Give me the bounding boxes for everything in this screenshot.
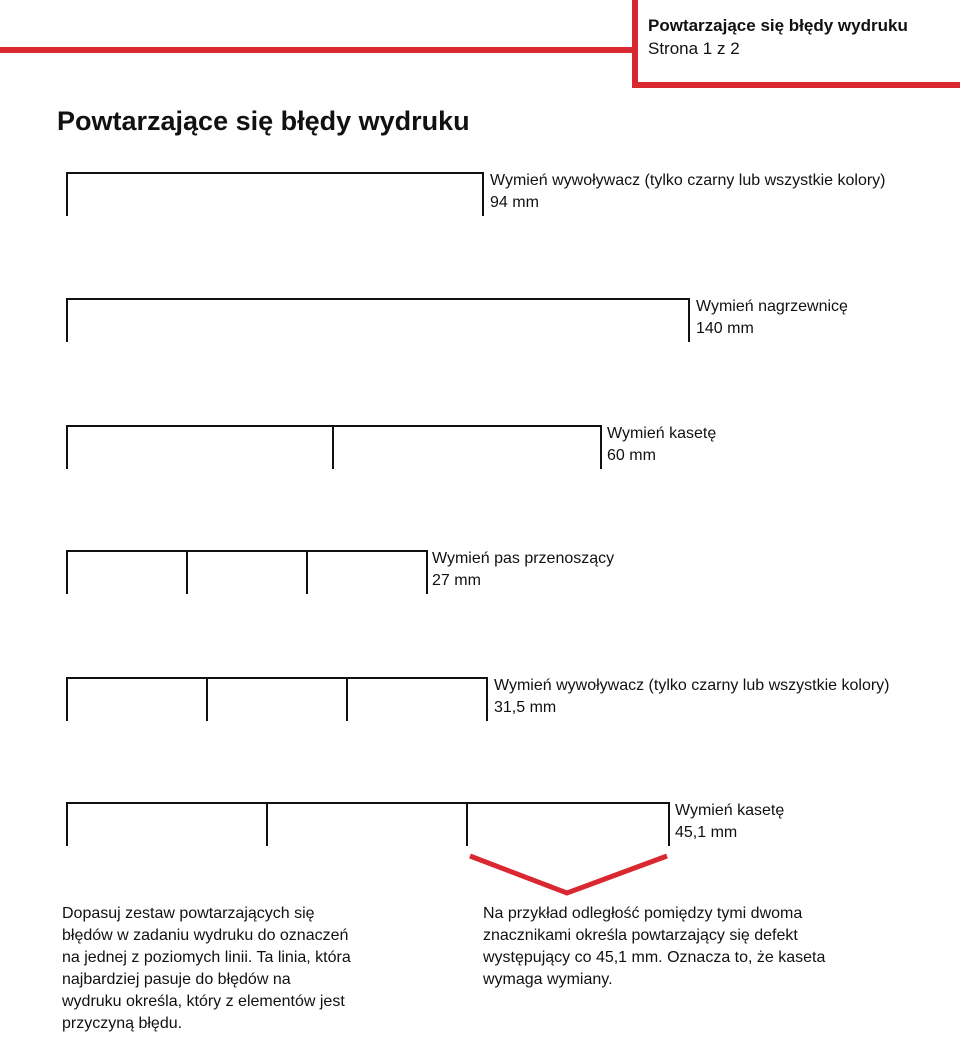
ruler-action: Wymień kasetę <box>607 425 717 442</box>
instructions-right: Na przykład odległość pomiędzy tymi dwoma znacznikami określa powtarzający się defekt występujący co 45,1 mm. Oznacza to, że kaseta wymaga wymiany. <box>483 905 826 988</box>
ruler-action: Wymień kasetę <box>675 802 785 819</box>
ruler-action: Wymień wywoływacz (tylko czarny lub wszystkie kolory) <box>494 677 890 694</box>
page-title: Powtarzające się błędy wydruku <box>57 106 470 136</box>
instructions-left: Dopasuj zestaw powtarzających się błędów w zadaniu wydruku do oznaczeń na jednej z poziomych linii. Ta linia, która najbardziej pasuje do błędów na wydruku określa, który z elementów jest przyczyną błędu. <box>62 905 351 1032</box>
ruler-action: Wymień nagrzewnicę <box>696 298 848 315</box>
ruler-distance: 94 mm <box>490 194 539 211</box>
page-number: Strona 1 z 2 <box>648 39 740 58</box>
header-title: Powtarzające się błędy wydruku <box>648 16 908 35</box>
ruler-distance: 60 mm <box>607 447 656 464</box>
ruler-distance: 45,1 mm <box>675 824 738 841</box>
ruler-distance: 31,5 mm <box>494 699 557 716</box>
ruler-distance: 27 mm <box>432 572 481 589</box>
ruler-distance: 140 mm <box>696 320 754 337</box>
ruler-action: Wymień pas przenoszący <box>432 550 615 567</box>
ruler-action: Wymień wywoływacz (tylko czarny lub wszystkie kolory) <box>490 172 886 189</box>
bracket-line <box>470 856 667 893</box>
